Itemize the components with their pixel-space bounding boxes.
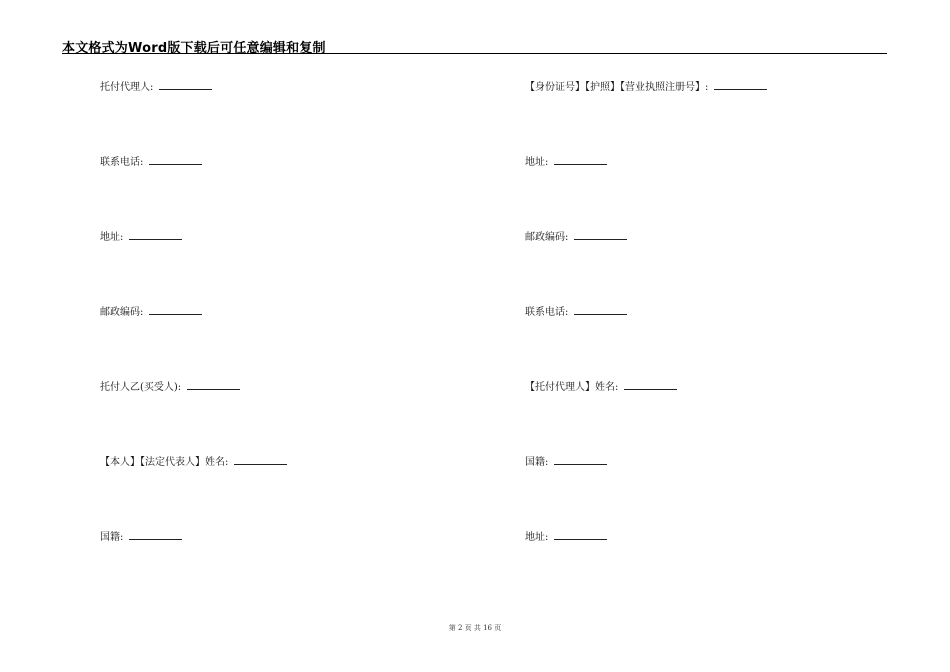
field-label: 【身份证号】【护照】【营业执照注册号】: [525, 82, 709, 93]
field-label: 【本人】【法定代表人】姓名: [100, 457, 229, 468]
field-nationality [525, 455, 607, 469]
fill-in-blank[interactable] [554, 455, 607, 465]
fill-in-blank[interactable] [149, 155, 202, 165]
header-divider [62, 53, 887, 54]
fill-in-blank[interactable] [574, 230, 627, 240]
fill-in-blank[interactable] [574, 305, 627, 315]
field-agent-name [525, 380, 677, 394]
field-label: 联系电话: [100, 157, 144, 168]
field-id-number [525, 80, 767, 94]
field-agent [100, 80, 212, 94]
field-label: 国籍: [100, 532, 124, 543]
field-label: 联系电话: [525, 307, 569, 318]
fill-in-blank[interactable] [624, 380, 677, 390]
field-label: 【托付代理人】姓名: [525, 382, 619, 393]
fill-in-blank[interactable] [129, 230, 182, 240]
fill-in-blank[interactable] [234, 455, 287, 465]
document-header-title: 本文格式为Word版下载后可任意编辑和复制 [62, 41, 326, 56]
field-label: 地址: [100, 232, 124, 243]
fill-in-blank[interactable] [554, 530, 607, 540]
field-phone [525, 305, 627, 319]
fill-in-blank[interactable] [714, 80, 767, 90]
field-legal-rep-name [100, 455, 287, 469]
field-principal-b [100, 380, 240, 394]
fill-in-blank[interactable] [187, 380, 240, 390]
fill-in-blank[interactable] [129, 530, 182, 540]
field-address [525, 530, 607, 544]
field-postal-code [525, 230, 627, 244]
field-label: 邮政编码: [525, 232, 569, 243]
field-label: 国籍: [525, 457, 549, 468]
field-phone [100, 155, 202, 169]
field-label: 地址: [525, 157, 549, 168]
field-nationality [100, 530, 182, 544]
fill-in-blank[interactable] [159, 80, 212, 90]
page-number: 第 2 页 共 16 页 [448, 624, 502, 632]
field-address [525, 155, 607, 169]
field-postal-code [100, 305, 202, 319]
fill-in-blank[interactable] [149, 305, 202, 315]
field-label: 托付代理人: [100, 82, 154, 93]
fill-in-blank[interactable] [554, 155, 607, 165]
field-address [100, 230, 182, 244]
field-label: 邮政编码: [100, 307, 144, 318]
field-label: 托付人乙(买受人): [100, 382, 182, 393]
field-label: 地址: [525, 532, 549, 543]
